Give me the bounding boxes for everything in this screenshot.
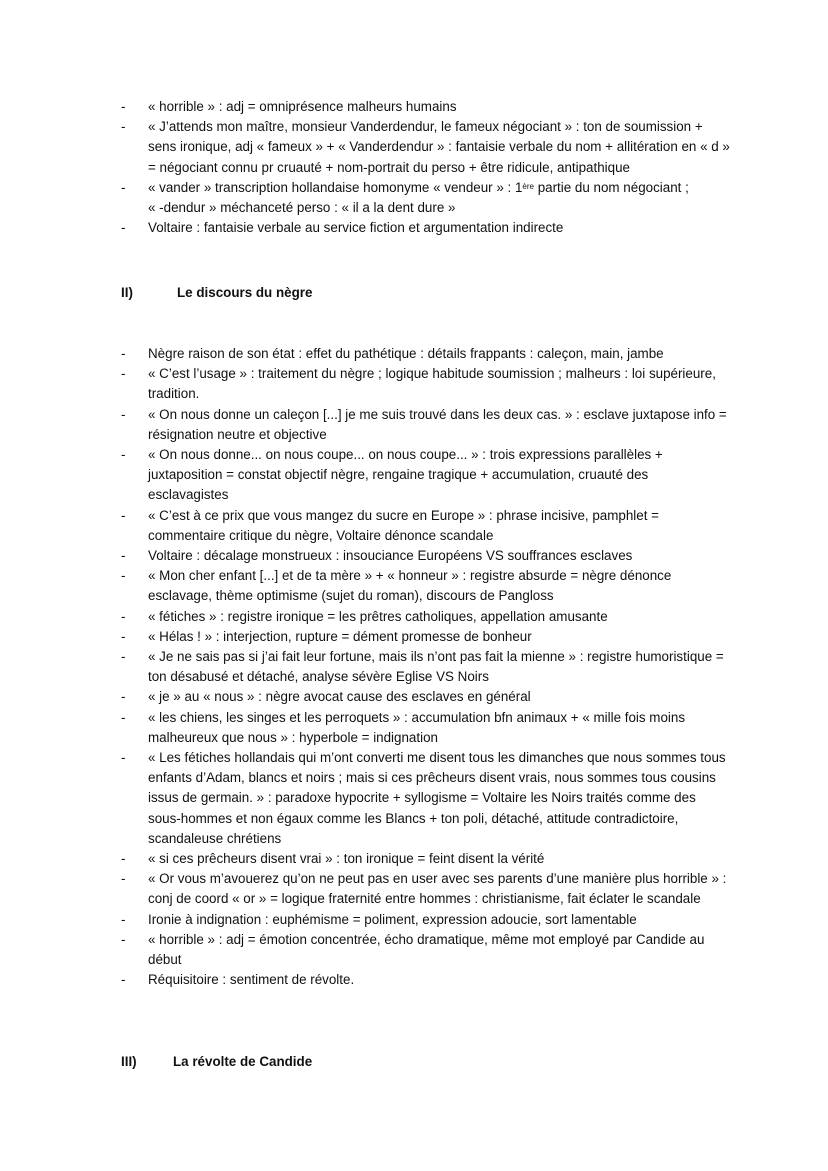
bullet-dash: - <box>121 851 126 867</box>
list-item-text: « J’attends mon maître, monsieur Vanderdendur, le fameux négociant » : ton de soumission + sens ironique, adj « fameux » + « Vanderdendur » : fantaisie verbale du nom + allitération en « d » = négociant connu pr cruauté + nom-portrait du perso + être ridicule, antipathique <box>148 119 730 175</box>
list-item-text: « fétiches » : registre ironique = les prêtres catholiques, appellation amusante <box>148 608 608 624</box>
list-item <box>121 869 731 909</box>
list-item <box>121 97 731 117</box>
list-item <box>121 566 731 606</box>
bullet-dash: - <box>121 972 126 988</box>
list-item-text: « On nous donne... on nous coupe... on nous coupe... » : trois expressions parallèles + juxtaposition = constat objectif nègre, rengaine tragique + accumulation, cruauté des esclavagistes <box>148 447 663 503</box>
list-item <box>121 405 731 445</box>
section-heading-3 <box>121 1052 312 1072</box>
list-item-text: Réquisitoire : sentiment de révolte. <box>148 972 355 988</box>
list-item <box>121 910 731 930</box>
bullet-dash: - <box>121 649 126 665</box>
bullet-dash: - <box>121 548 126 564</box>
section-number: II) <box>121 285 133 300</box>
list-item <box>121 970 731 990</box>
section-title: Le discours du nègre <box>177 285 313 300</box>
bullet-dash: - <box>121 608 126 624</box>
list-item <box>121 117 731 178</box>
section-heading-2 <box>121 283 312 303</box>
list-item-text: « Je ne sais pas si j’ai fait leur fortune, mais ils n’ont pas fait la mienne » : registre humoristique = ton désabusé et détaché, analyse sévère Eglise VS Noirs <box>148 649 724 685</box>
list-item-text: partie du nom négociant ; <box>533 179 689 195</box>
list-item-text: « horrible » : adj = émotion concentrée, écho dramatique, même mot employé par Candide au début <box>148 931 705 968</box>
list-item <box>121 218 731 238</box>
list-item-text: Nègre raison de son état : effet du pathétique : détails frappants : caleçon, main, jambe <box>148 346 664 361</box>
list-item <box>121 546 731 566</box>
bullet-dash: - <box>121 179 126 195</box>
list-item-text: « -dendur » méchanceté perso : « il a la dent dure » <box>148 200 456 216</box>
bullet-dash: - <box>121 689 126 705</box>
list-item-text: « Hélas ! » : interjection, rupture = dément promesse de bonheur <box>148 628 532 644</box>
bullet-dash: - <box>121 346 126 361</box>
bullet-dash: - <box>121 119 126 135</box>
superscript: ère <box>522 181 534 191</box>
list-item <box>121 364 731 404</box>
bullet-dash: - <box>121 628 126 644</box>
bullet-dash: - <box>121 568 126 584</box>
list-item <box>121 506 731 546</box>
list-item-text: « je » au « nous » : nègre avocat cause des esclaves en général <box>148 689 531 705</box>
list-item-text: « Or vous m’avouerez qu’on ne peut pas en user avec ses parents d’une manière plus horrible » : conj de coord « or » = logique fraternité entre hommes : christianisme, fait éclater le scandale <box>148 871 727 907</box>
bullet-dash: - <box>121 709 126 725</box>
list-item <box>121 748 731 849</box>
list-item <box>121 708 731 748</box>
list-item-text: « Mon cher enfant [...] et de ta mère » + « honneur » : registre absurde = nègre dénonce esclavage, thème optimisme (sujet du roman), discours de Pangloss <box>148 568 672 604</box>
list-item-text: « si ces prêcheurs disent vrai » : ton ironique = feint disent la vérité <box>148 851 545 867</box>
list-item-text: Voltaire : décalage monstrueux : insouciance Européens VS souffrances esclaves <box>148 548 633 564</box>
list-item <box>121 647 731 687</box>
bullet-dash: - <box>121 871 126 887</box>
bullet-dash: - <box>121 507 126 523</box>
list-item <box>121 344 731 364</box>
bullet-dash: - <box>121 931 126 947</box>
list-item <box>121 445 731 506</box>
bullet-dash: - <box>121 220 126 236</box>
list-item-text: « C’est l’usage » : traitement du nègre ; logique habitude soumission ; malheurs : loi supérieure, tradition. <box>148 366 716 402</box>
bullet-dash: - <box>121 406 126 422</box>
list-item-text: Ironie à indignation : euphémisme = poliment, expression adoucie, sort lamentable <box>148 911 637 927</box>
bullet-dash: - <box>121 447 126 463</box>
bullet-dash: - <box>121 750 126 766</box>
section-number: III) <box>121 1054 137 1069</box>
list-item-text: « horrible » : adj = omniprésence malheurs humains <box>148 99 457 114</box>
list-item-text: « vander » transcription hollandaise homonyme « vendeur » : 1 <box>148 179 523 195</box>
list-item <box>121 607 731 627</box>
list-item <box>121 687 731 707</box>
list-item-text: « C’est à ce prix que vous mangez du sucre en Europe » : phrase incisive, pamphlet = commentaire critique du nègre, Voltaire dénonce scandale <box>148 507 659 543</box>
bullet-dash: - <box>121 99 126 114</box>
list-item <box>121 849 731 869</box>
list-item-text: « Les fétiches hollandais qui m’ont converti me disent tous les dimanches que nous sommes tous enfants d’Adam, blancs et noirs ; mais si ces prêcheurs disent vrais, nous sommes tous cousins issus de germain. » : paradoxe hypocrite + syllogisme = Voltaire les Noirs traités comme des sous-hommes et non égaux comme les Blancs + ton poli, détaché, attitude contradictoire, scandaleuse chrétiens <box>148 750 726 846</box>
bullet-dash: - <box>121 911 126 927</box>
bullet-list-top <box>121 97 731 238</box>
bullet-list-section-2 <box>121 344 731 991</box>
list-item-text: « On nous donne un caleçon [...] je me suis trouvé dans les deux cas. » : esclave juxtapose info = résignation neutre et objective <box>148 406 727 442</box>
bullet-dash: - <box>121 366 126 382</box>
list-item <box>121 178 731 218</box>
list-item <box>121 930 731 970</box>
list-item-text: Voltaire : fantaisie verbale au service fiction et argumentation indirecte <box>148 220 564 236</box>
section-title: La révolte de Candide <box>173 1054 313 1069</box>
list-item <box>121 627 731 647</box>
list-item-text: « les chiens, les singes et les perroquets » : accumulation bfn animaux + « mille fois moins malheureux que nous » : hyperbole = indignation <box>148 709 686 745</box>
